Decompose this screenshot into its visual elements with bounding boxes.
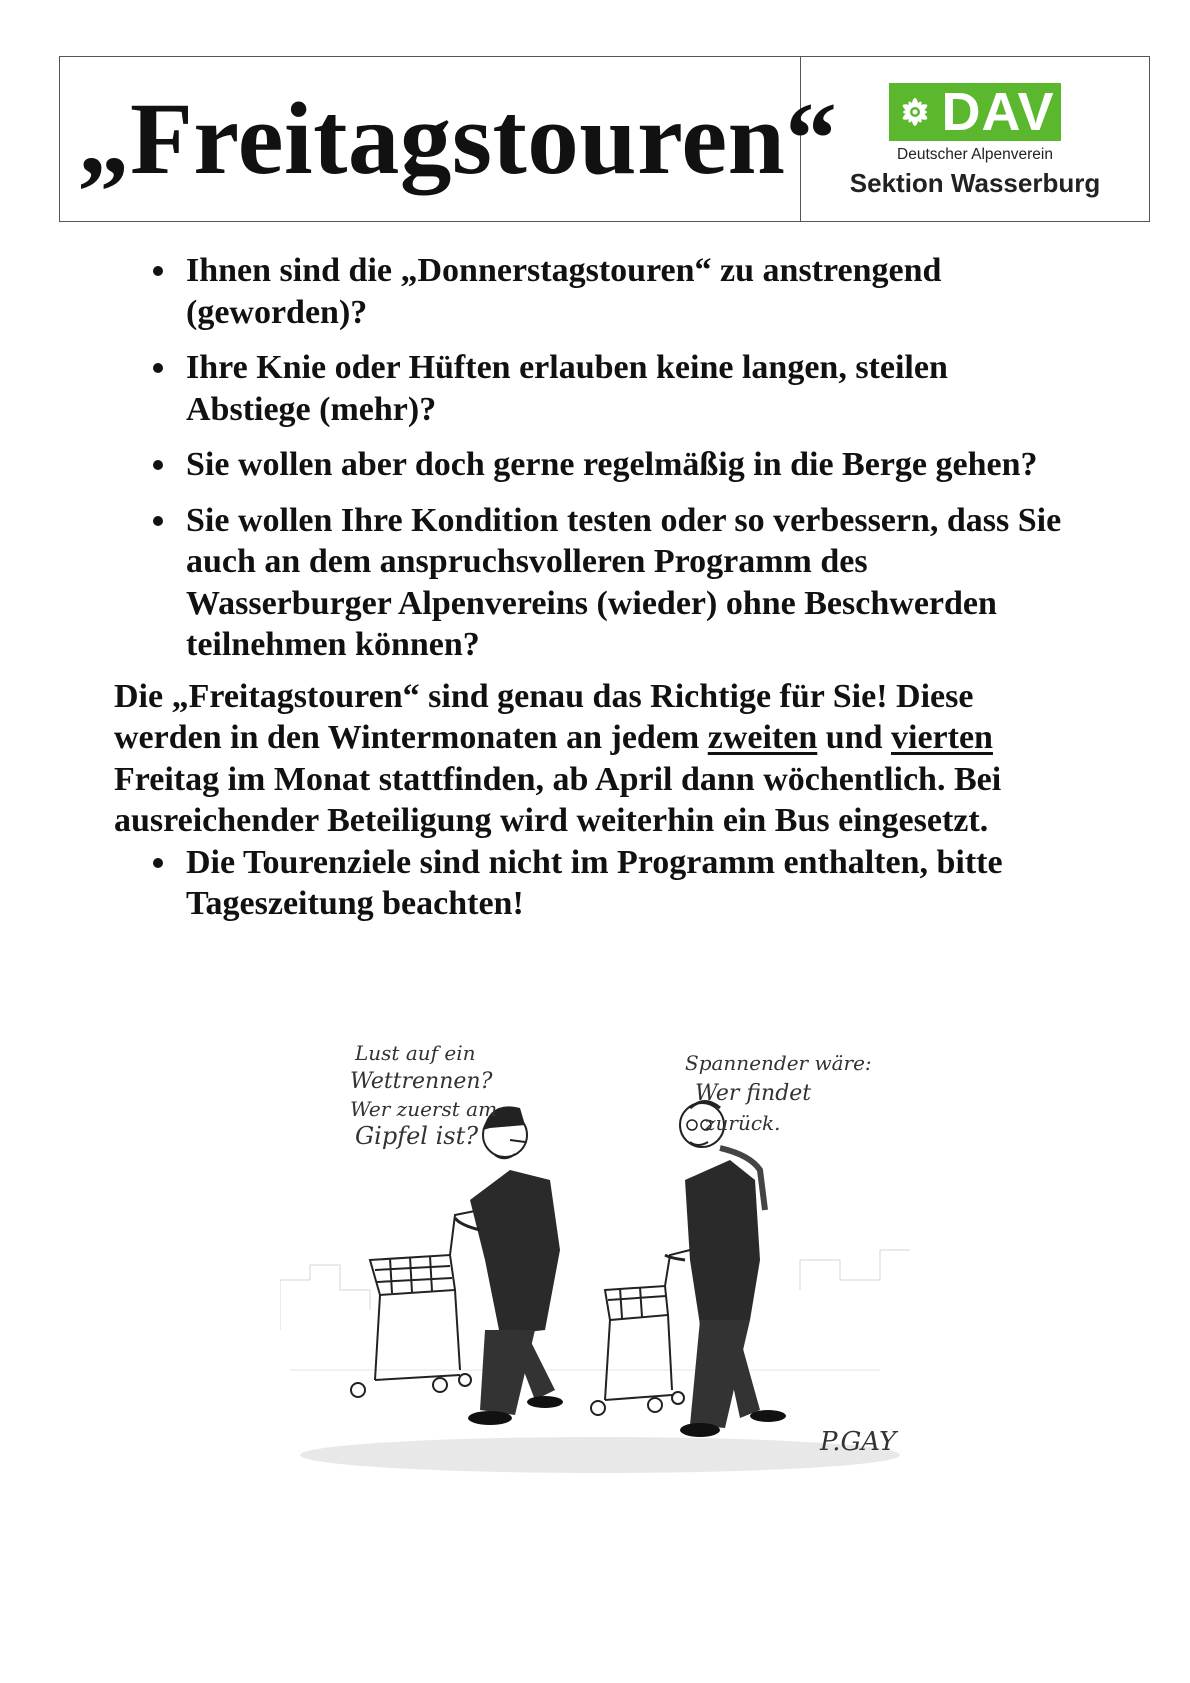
bullet-item xyxy=(114,444,1074,486)
dav-brand: DAV xyxy=(941,82,1055,142)
paragraph-text-3: Freitag im Monat stattfinden, ab April dann wöchentlich. Bei ausreichender Beteiligung wird weiterhin ein Bus eingesetzt. xyxy=(114,760,1002,839)
speech-right-line-2: Wer findet xyxy=(695,1081,812,1106)
page-title: „Freitagstouren“ xyxy=(78,81,838,196)
bullet-icon xyxy=(153,266,163,276)
speech-left-line-3: Wer zuerst am xyxy=(350,1097,498,1121)
dav-subtitle: Deutscher Alpenverein xyxy=(897,146,1053,163)
bullet-text: Die Tourenziele sind nicht im Programm enthalten, bitte Tageszeitung beachten! xyxy=(186,843,1003,922)
bullet-list-2 xyxy=(114,842,1074,925)
section-name: Sektion Wasserburg xyxy=(849,168,1101,198)
underlined-vierten: vierten xyxy=(891,719,993,756)
bullet-item xyxy=(114,347,1074,430)
bullet-icon xyxy=(153,460,163,470)
bullet-icon xyxy=(153,516,163,526)
info-paragraph xyxy=(114,676,1074,842)
speech-right-line-3: zurück. xyxy=(705,1111,781,1135)
bullet-text: Sie wollen aber doch gerne regelmäßig in die Berge gehen? xyxy=(186,446,1038,483)
bullet-text: Sie wollen Ihre Kondition testen oder so verbessern, dass Sie auch an dem anspruchsvolleren Programm des Wasserburger Alpenvereins (wieder) ohne Beschwerden teilnehmen können? xyxy=(186,501,1062,663)
title-cell xyxy=(60,57,838,221)
dav-logo xyxy=(801,57,1149,221)
dav-logo-badge xyxy=(889,83,1061,141)
bullet-icon xyxy=(153,858,163,868)
paragraph-text-2: und xyxy=(817,719,891,756)
cartoon-illustration xyxy=(280,1030,910,1500)
underlined-zweiten: zweiten xyxy=(707,719,818,756)
bullet-item xyxy=(114,842,1074,925)
bullet-list xyxy=(114,250,1074,666)
speech-left-line-2: Wettrennen? xyxy=(350,1069,493,1094)
edelweiss-icon xyxy=(895,92,935,132)
paragraph-text-1: Die „Freitagstouren“ sind genau das Richtige für Sie! Diese werden in den Wintermonaten an jedem xyxy=(114,677,974,756)
speech-left-line-4: Gipfel ist? xyxy=(355,1122,479,1150)
bullet-text: Ihnen sind die „Donnerstagstouren“ zu anstrengend (geworden)? xyxy=(186,252,942,331)
artist-signature: P.GAY xyxy=(820,1427,897,1457)
speech-left-line-1: Lust auf ein xyxy=(355,1041,476,1065)
bullet-item xyxy=(114,500,1074,666)
header-box xyxy=(59,56,1150,222)
bullet-text: Ihre Knie oder Hüften erlauben keine langen, steilen Abstiege (mehr)? xyxy=(186,349,948,428)
main-content xyxy=(114,250,1074,939)
bullet-icon xyxy=(153,363,163,373)
bullet-item xyxy=(114,250,1074,333)
speech-right-line-1: Spannender wäre: xyxy=(685,1051,872,1075)
